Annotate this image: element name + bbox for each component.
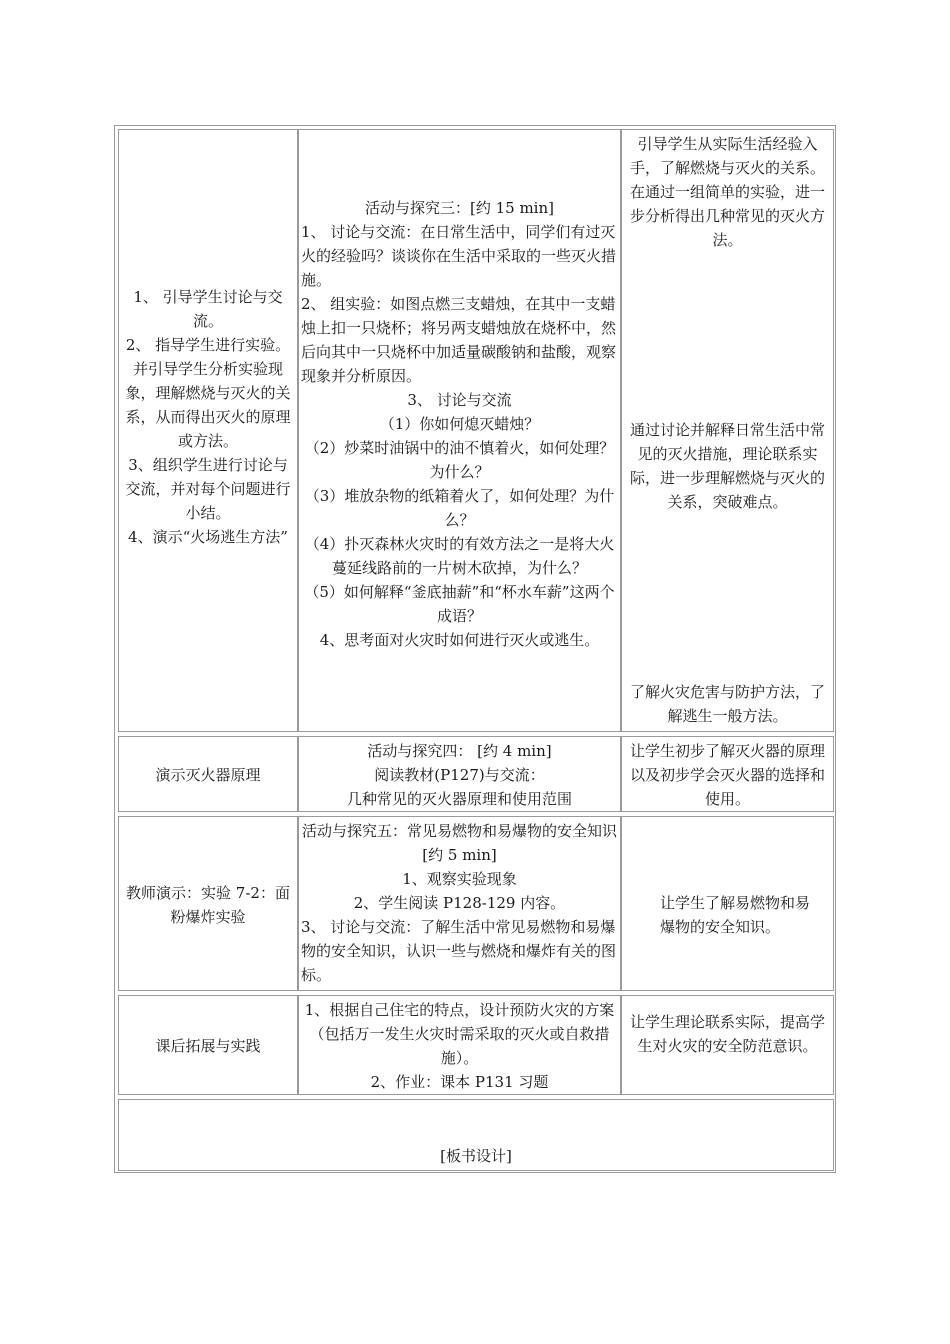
row3-right-cell bbox=[621, 816, 834, 991]
row1-mid-3: 3、 讨论与交流 bbox=[407, 391, 512, 409]
row1-mid-q4: （4）扑灭森林火灾时的有效方法之一是将大火蔓延线路前的一片树木砍掉，为什么？ bbox=[304, 535, 615, 577]
row2-right: 让学生初步了解灭火器的原理以及初步学会灭火器的选择和使用。 bbox=[629, 742, 825, 808]
row4-right: 让学生理论联系实际，提高学生对火灾的安全防范意识。 bbox=[629, 1013, 825, 1055]
row1-mid-cell bbox=[298, 129, 621, 732]
row1-left-4: 4、演示“火场逃生方法” bbox=[128, 528, 288, 546]
row3-mid-3: 2、学生阅读 P128-129 内容。 bbox=[353, 894, 566, 912]
row4-mid-1: 1、根据自己住宅的特点，设计预防火灾的方案（包括万一发生火灾时需采取的灭火或自救措施）。 bbox=[304, 1001, 615, 1067]
row1-left-2: 2、 指导学生进行实验。并引导学生分析实验现象，理解燃烧与灭火的关系，从而得出灭火的原理或方法。 bbox=[125, 336, 291, 450]
row1-left-1: 1、 引导学生讨论与交流。 bbox=[133, 288, 283, 330]
row4-left: 课后拓展与实践 bbox=[155, 1037, 261, 1055]
row2-left: 演示灭火器原理 bbox=[155, 766, 261, 784]
row3-mid-4: 3、 讨论与交流：了解生活中常见易燃物和易爆物的安全知识，认识一些与燃烧和爆炸有关的图标。 bbox=[301, 918, 617, 984]
row1-left-cell bbox=[118, 129, 298, 732]
row1-mid-2: 2、 组实验：如图点燃三支蜡烛，在其中一支蜡烛上扣一只烧杯；将另两支蜡烛放在烧杯中，然后向其中一只烧杯中加适量碳酸钠和盐酸，观察现象并分析原因。 bbox=[301, 295, 617, 385]
row4-mid-cell bbox=[298, 995, 621, 1095]
row1-right-2: 通过讨论并解释日常生活中常见的灭火措施，理论联系实际，进一步理解燃烧与灭火的关系，突破难点。 bbox=[629, 421, 825, 511]
row2-mid-2: 阅读教材(P127)与交流： bbox=[374, 766, 545, 784]
row1-right-cell bbox=[621, 129, 834, 732]
row3-mid-2: 1、观察实验现象 bbox=[402, 870, 517, 888]
row1-mid-4: 4、思考面对火灾时如何进行灭火或逃生。 bbox=[319, 631, 600, 649]
row1-mid-q5: （5）如何解释“釜底抽薪”和“杯水车薪”这两个成语？ bbox=[304, 583, 615, 625]
row3-left: 教师演示：实验 7-2：面粉爆炸实验 bbox=[126, 884, 290, 926]
row4-right-cell bbox=[621, 995, 834, 1095]
row2-left-cell bbox=[118, 736, 298, 812]
row1-mid-q3: （3）堆放杂物的纸箱着火了，如何处理？为什么？ bbox=[304, 487, 615, 529]
row3-mid-cell bbox=[298, 816, 621, 991]
row4-mid-2: 2、作业：课本 P131 习题 bbox=[370, 1073, 549, 1091]
board-design-title: [板书设计] bbox=[440, 1147, 512, 1165]
row2-mid-1: 活动与探究四： [约 4 min] bbox=[367, 742, 552, 760]
row1-mid-1: 1、 讨论与交流：在日常生活中，同学们有过灭火的经验吗？谈谈你在生活中采取的一些灭火措施。 bbox=[301, 223, 617, 289]
row2-mid-cell bbox=[298, 736, 621, 812]
row1-right-3: 了解火灾危害与防护方法，了解逃生一般方法。 bbox=[629, 683, 825, 725]
row4-left-cell bbox=[118, 995, 298, 1095]
row3-left-cell bbox=[118, 816, 298, 991]
row1-mid-title: 活动与探究三：[约 15 min] bbox=[364, 199, 554, 217]
row1-right-1: 引导学生从实际生活经验入手，了解燃烧与灭火的关系。在通过一组简单的实验，进一步分析得出几种常见的灭火方法。 bbox=[629, 135, 825, 249]
row3-right: 让学生了解易燃物和易爆物的安全知识。 bbox=[660, 894, 811, 936]
row2-right-cell bbox=[621, 736, 834, 812]
lesson-table bbox=[114, 125, 836, 1173]
row1-mid-q2: （2）炒菜时油锅中的油不慎着火，如何处理？为什么？ bbox=[304, 439, 615, 481]
row2-mid-3: 几种常见的灭火器原理和使用范围 bbox=[346, 790, 572, 808]
row3-mid-1: 活动与探究五：常见易燃物和易爆物的安全知识[约 5 min] bbox=[301, 822, 617, 864]
row1-left-3: 3、组织学生进行讨论与交流，并对每个问题进行小结。 bbox=[125, 456, 291, 522]
board-design-cell bbox=[118, 1099, 834, 1171]
row1-mid-q1: （1）你如何熄灭蜡烛？ bbox=[379, 415, 540, 433]
